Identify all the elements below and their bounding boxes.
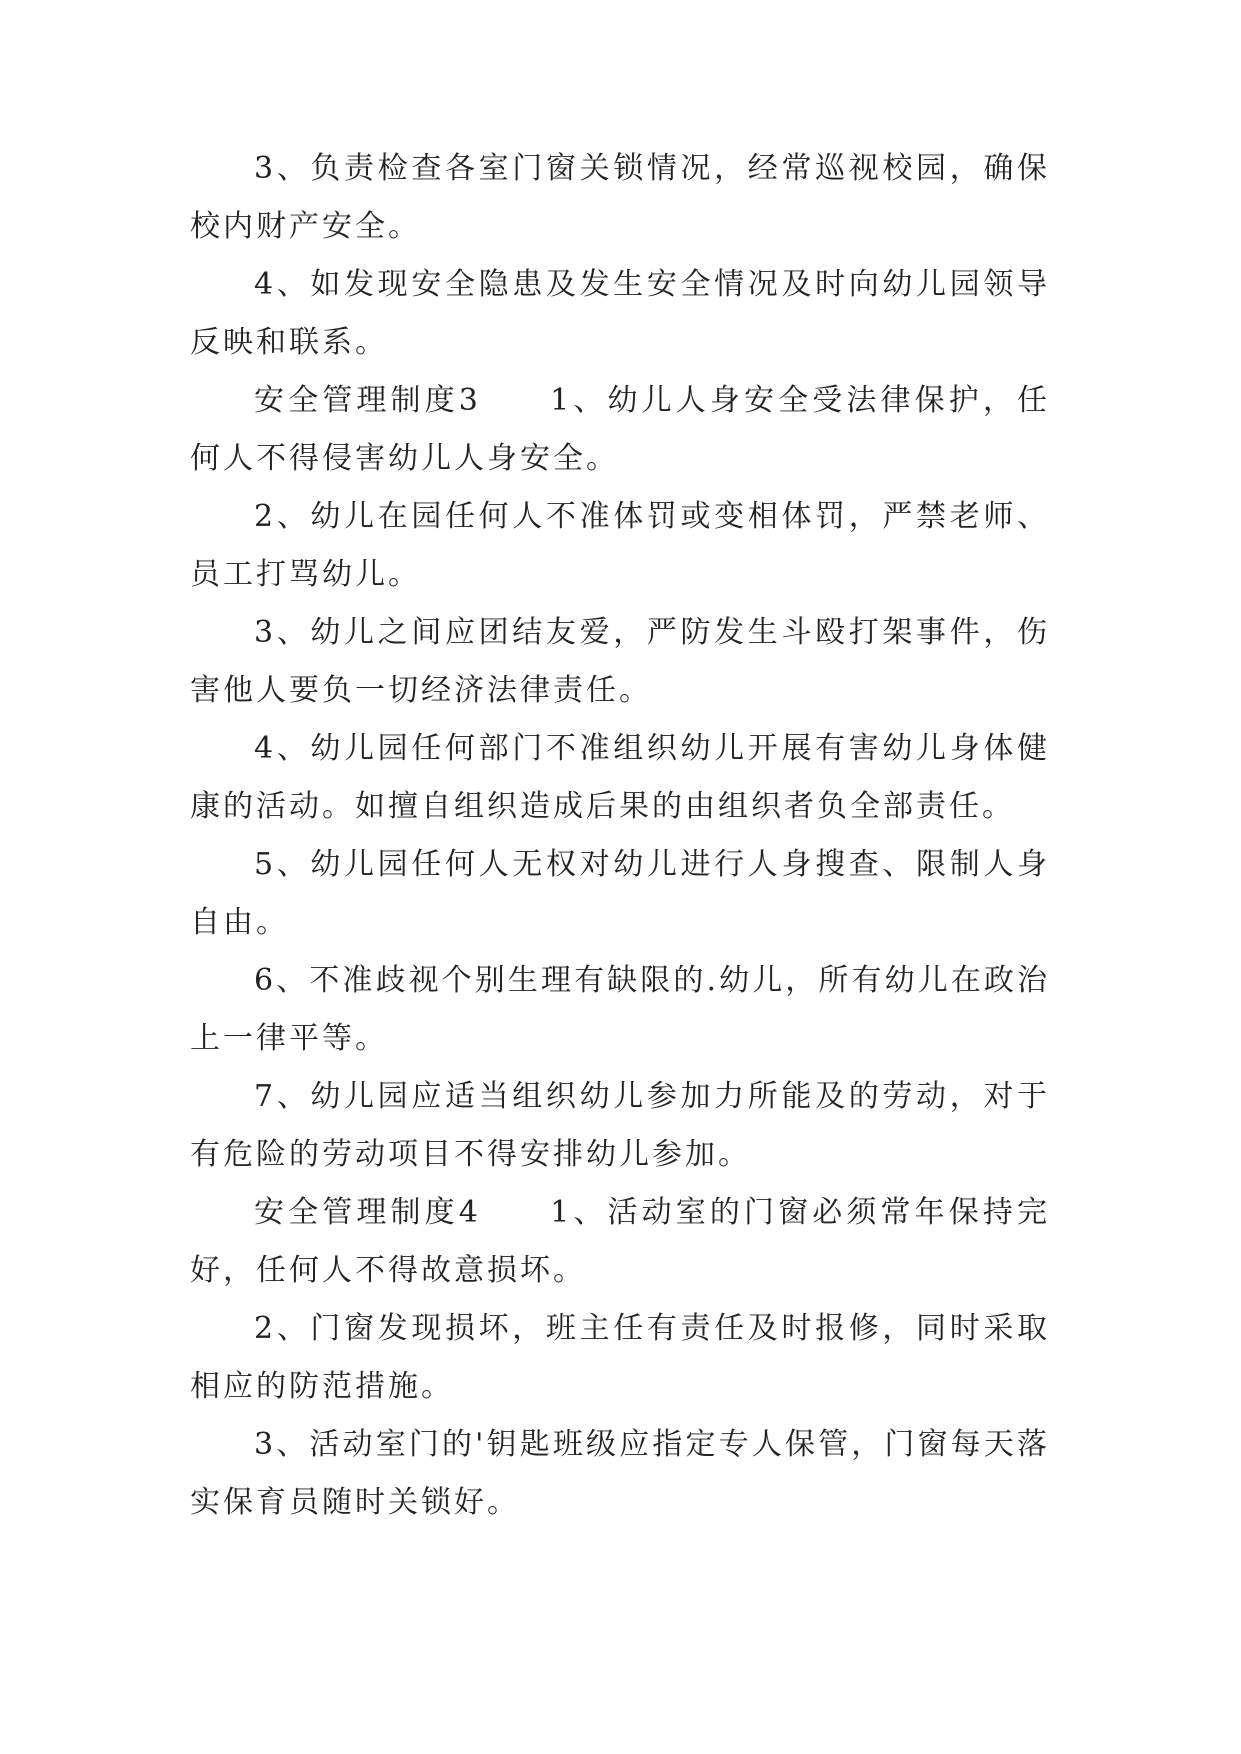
paragraph-7: 5、幼儿园任何人无权对幼儿进行人身搜查、限制人身自由。 xyxy=(190,847,1050,940)
paragraph-4: 2、幼儿在园任何人不准体罚或变相体罚，严禁老师、员工打骂幼儿。 xyxy=(190,499,1050,592)
paragraph-8: 6、不准歧视个别生理有缺限的.幼儿，所有幼儿在政治上一律平等。 xyxy=(190,963,1050,1056)
paragraph-11: 2、门窗发现损坏，班主任有责任及时报修，同时采取相应的防范措施。 xyxy=(190,1311,1050,1404)
paragraph-1: 3、负责检查各室门窗关锁情况，经常巡视校园，确保校内财产安全。 xyxy=(190,151,1050,244)
paragraph-6: 4、幼儿园任何部门不准组织幼儿开展有害幼儿身体健康的活动。如擅自组织造成后果的由组织者负全部责任。 xyxy=(190,731,1050,824)
document-body xyxy=(190,140,1050,1532)
paragraph-10: 安全管理制度4 1、活动室的门窗必须常年保持完好，任何人不得故意损坏。 xyxy=(190,1195,1050,1288)
paragraph-3: 安全管理制度3 1、幼儿人身安全受法律保护，任何人不得侵害幼儿人身安全。 xyxy=(190,383,1050,476)
paragraph-5: 3、幼儿之间应团结友爱，严防发生斗殴打架事件，伤害他人要负一切经济法律责任。 xyxy=(190,615,1050,708)
paragraph-9: 7、幼儿园应适当组织幼儿参加力所能及的劳动，对于有危险的劳动项目不得安排幼儿参加。 xyxy=(190,1079,1050,1172)
paragraph-2: 4、如发现安全隐患及发生安全情况及时向幼儿园领导反映和联系。 xyxy=(190,267,1050,360)
paragraph-12: 3、活动室门的'钥匙班级应指定专人保管，门窗每天落实保育员随时关锁好。 xyxy=(190,1427,1050,1520)
